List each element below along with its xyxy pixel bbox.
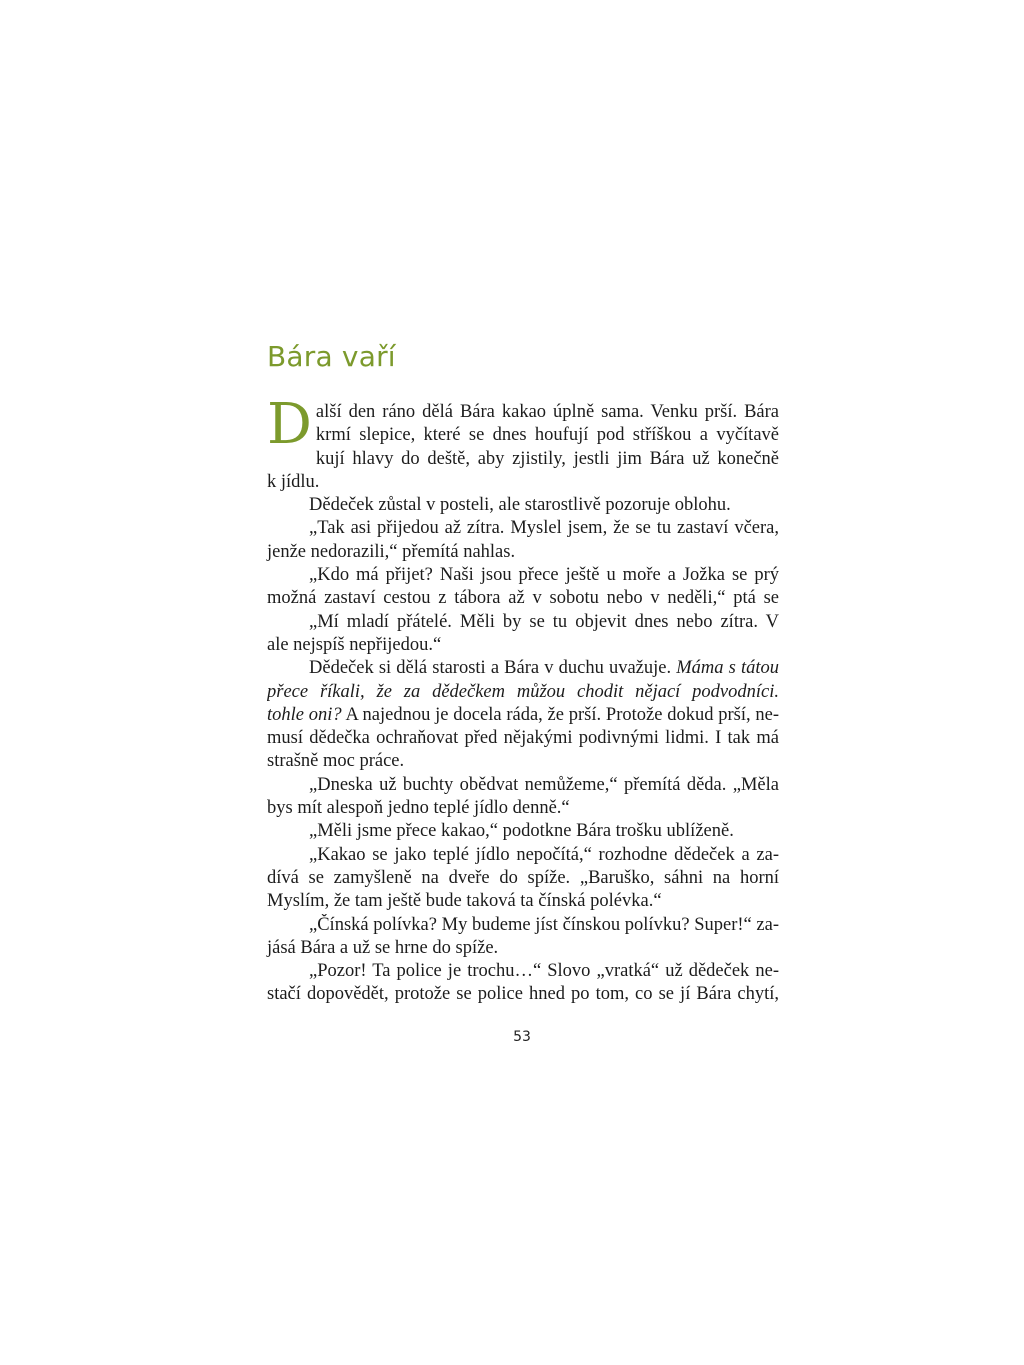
text-line: alší den ráno dělá Bára kakao úplně sama. Venku prší. Bára — [315, 402, 779, 422]
opening-paragraph — [267, 392, 779, 494]
text-line: jenže nedorazili,“ přemítá nahlas. — [267, 541, 516, 562]
text-segment: A najednou je docela ráda, že prší. Protože dokud prší, ne- — [345, 704, 779, 725]
italic-thought: tohle oni? — [267, 704, 342, 725]
text-line: bys mít alespoň jedno teplé jídlo denně.“ — [267, 798, 570, 819]
text-line — [267, 704, 779, 727]
page-number: 53 — [513, 1029, 531, 1045]
text-line: dívá se zamyšleně na dveře do spíže. „Baruško, sáhni na horní — [267, 867, 779, 888]
text-line: Myslím, že tam ještě bude taková ta čínská polévka.“ — [267, 891, 662, 912]
text-line: jásá Bára a už se hrne do spíže. — [267, 937, 499, 958]
text-line: „Kakao se jako teplé jídlo nepočítá,“ rozhodne dědeček a za- — [309, 844, 779, 865]
text-line: k jídlu. — [267, 471, 320, 492]
text-line: „Tak asi přijedou až zítra. Myslel jsem, že se tu zastaví včera, — [309, 518, 779, 539]
text-line: možná zastaví cestou z tábora až v sobotu nebo v neděli,“ ptá se — [267, 588, 779, 609]
text-line: musí dědečka ochraňovat před nějakými podivnými lidmi. I tak má — [267, 728, 779, 749]
chapter-title: Bára vaří — [267, 340, 396, 373]
text-line: „Dneska už buchty obědvat nemůžeme,“ přemítá děda. „Měla — [309, 774, 779, 795]
text-line: „Mí mladí přátelé. Měli by se tu objevit dnes nebo zítra. V — [309, 611, 779, 632]
text-line: „Pozor! Ta police je trochu…“ Slovo „vratká“ už dědeček ne- — [309, 961, 779, 982]
text-line: ale nejspíš nepřijedou.“ — [267, 634, 442, 655]
text-line: „Čínská polívka? My budeme jíst čínskou polívku? Super!“ za- — [309, 914, 779, 935]
text-line: krmí slepice, které se dnes houfují pod stříškou a vyčítavě — [315, 425, 779, 446]
text-line: stačí dopovědět, protože se police hned po tom, co se jí Bára chytí, — [267, 984, 779, 1005]
italic-thought: Máma s tátou — [676, 658, 779, 679]
italic-thought: přece říkali, že za dědečkem můžou chodit nějací podvodníci. — [267, 681, 779, 702]
text-line: strašně moc práce. — [267, 751, 405, 772]
drop-cap: D — [267, 392, 312, 457]
text-line: „Měli jsme přece kakao,“ podotkne Bára trošku ublíženě. — [309, 821, 734, 842]
body-text — [267, 392, 779, 1007]
text-line: Dědeček zůstal v posteli, ale starostlivě pozoruje oblohu. — [309, 495, 731, 516]
text-line — [267, 657, 779, 680]
text-segment: Dědeček si dělá starosti a Bára v duchu uvažuje. — [309, 658, 672, 679]
text-line: kují hlavy do deště, aby zjistily, jestli jim Bára už konečně — [315, 448, 779, 469]
text-line: „Kdo má přijet? Naši jsou přece ještě u moře a Jožka se prý — [309, 565, 779, 586]
